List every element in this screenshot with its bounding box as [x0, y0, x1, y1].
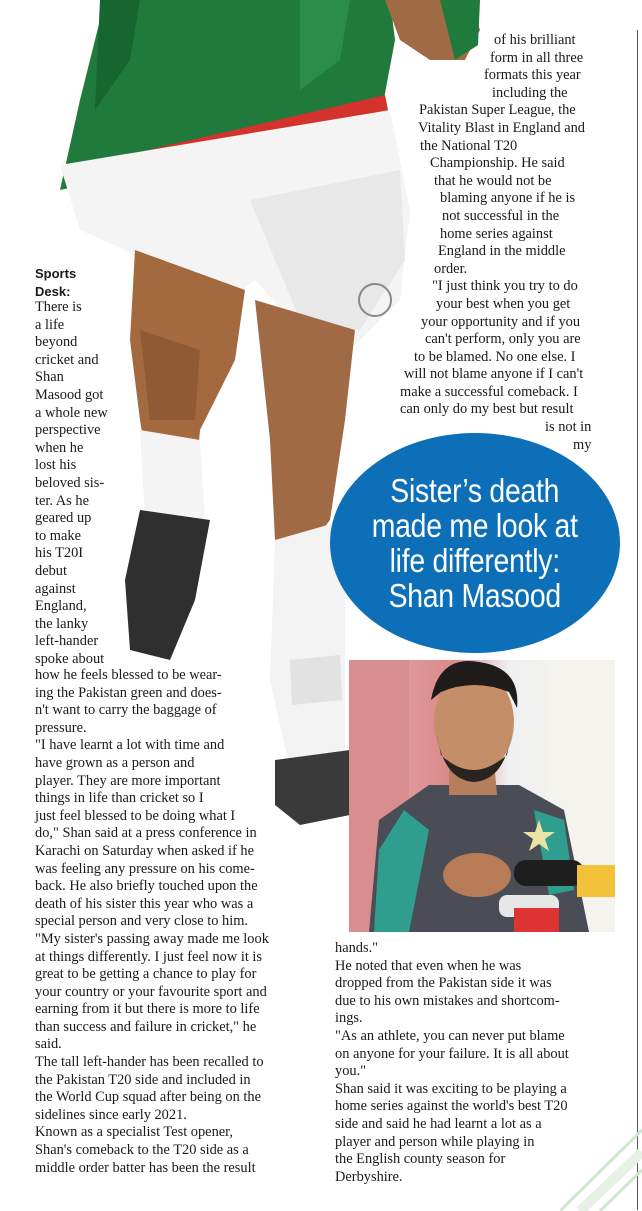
text-line: to make — [35, 527, 81, 544]
text-line: not successful in the — [442, 207, 560, 224]
headline-bubble — [330, 433, 620, 653]
text-line: Vitality Blast in England and — [418, 119, 586, 136]
text-line: do," Shan said at a press conference in — [35, 825, 257, 842]
text-line: ings. — [335, 1010, 363, 1027]
text-line: blaming anyone if he is — [440, 190, 576, 207]
text-line: "My sister's passing away made me look — [35, 930, 269, 947]
article-column-left-bottom — [35, 667, 269, 1177]
text-line: Masood got — [35, 386, 104, 403]
text-line: debut — [35, 562, 67, 579]
text-line: is not in — [545, 419, 592, 436]
text-line: the Pakistan T20 side and included in — [35, 1071, 251, 1088]
text-line: Karachi on Saturday when asked if he — [35, 842, 254, 859]
text-line: pressure. — [35, 719, 87, 736]
text-line: including the — [492, 84, 568, 101]
article-column-right-top — [0, 32, 591, 454]
text-line: There is — [35, 299, 82, 315]
text-line: player. They are more important — [35, 772, 221, 789]
text-line: special person and very close to him. — [35, 913, 248, 930]
text-line: left-hander — [35, 633, 99, 650]
text-line: form in all three — [490, 49, 584, 66]
text-line: just feel blessed to be doing what I — [35, 807, 236, 824]
text-line: beloved sis- — [35, 474, 105, 491]
text-line: geared up — [35, 510, 92, 527]
text-line: of his brilliant — [494, 32, 576, 48]
text-line: England, — [35, 598, 87, 615]
text-line: The tall left-hander has been recalled to — [35, 1054, 264, 1071]
headline-line-4: Shan Masood — [388, 577, 562, 614]
text-line: a life — [35, 316, 65, 333]
decorative-corner-lines — [560, 1100, 642, 1211]
text-line: England in the middle — [438, 243, 566, 260]
text-line: home series against the world's best T20 — [335, 1098, 568, 1115]
text-line: n't want to carry the baggage of — [35, 702, 217, 719]
text-line: Shan's comeback to the T20 side as a — [35, 1142, 249, 1159]
text-line: Championship. He said — [430, 155, 565, 172]
text-line: have grown as a person and — [35, 754, 195, 771]
text-line: lost his — [35, 457, 77, 474]
text-line: "As an athlete, you can never put blame — [335, 1027, 565, 1044]
text-line: the World Cup squad after being on the — [35, 1089, 261, 1106]
text-line: due to his own mistakes and shortcom- — [335, 992, 560, 1009]
portrait-drawing — [349, 660, 615, 932]
text-line: home series against — [440, 225, 553, 242]
text-line: the lanky — [35, 615, 89, 632]
text-line: will not blame anyone if I can't — [404, 366, 584, 383]
headline-line-1: Sister’s death — [390, 472, 560, 509]
text-line: spoke about — [35, 650, 105, 667]
text-line: ing the Pakistan green and does- — [35, 684, 222, 701]
text-line: great to be getting a chance to play for — [35, 966, 257, 983]
text-line: when he — [35, 439, 84, 456]
text-line: against — [35, 580, 76, 597]
text-line: on anyone for your failure. It is all about — [335, 1045, 569, 1062]
text-line: can only do my best but result — [400, 401, 574, 418]
text-line: at things differently. I just feel now it is — [35, 948, 263, 965]
text-line: said. — [35, 1036, 62, 1053]
text-line: formats this year — [484, 67, 581, 84]
text-line: Shan said it was exciting to be playing a — [335, 1080, 567, 1097]
text-line: your opportunity and if you — [421, 313, 581, 330]
text-line: to be blamed. No one else. I — [414, 348, 576, 365]
text-line: order. — [434, 260, 468, 277]
text-line: perspective — [35, 422, 101, 439]
text-line: ter. As he — [35, 492, 89, 509]
text-line: Pakistan Super League, the — [419, 102, 576, 119]
text-line: death of his sister this year who was a — [35, 895, 254, 912]
text-line: player and person while playing in — [335, 1133, 535, 1150]
text-line: back. He also briefly touched upon the — [35, 878, 258, 895]
text-line: than success and failure in cricket," he — [35, 1018, 257, 1035]
text-line: Known as a specialist Test opener, — [35, 1124, 233, 1141]
text-line: you." — [335, 1063, 367, 1080]
text-line: beyond — [35, 334, 78, 351]
text-line: things in life than cricket so I — [35, 790, 204, 807]
text-line: how he feels blessed to be wear- — [35, 667, 222, 683]
text-line: was feeling any pressure on his come- — [35, 860, 255, 877]
text-line: "I have learnt a lot with time and — [35, 737, 225, 754]
text-line: middle order batter has been the result — [35, 1159, 256, 1176]
text-line: can't perform, only you are — [425, 331, 581, 348]
text-line: make a successful comeback. I — [400, 383, 578, 400]
headline-line-2: made me look at — [372, 507, 578, 544]
text-line: my — [573, 436, 592, 453]
text-line: sidelines since early 2021. — [35, 1106, 187, 1123]
text-line: earning from it but there is more to life — [35, 1001, 260, 1018]
text-line: his T20I — [35, 545, 84, 562]
byline-line-2: Desk: — [35, 283, 71, 299]
text-line: the National T20 — [420, 137, 518, 154]
headline — [372, 473, 578, 613]
text-line: "I just think you try to do — [432, 278, 578, 295]
column-rule — [637, 30, 638, 1210]
headline-line-3: life differently: — [389, 542, 561, 579]
text-line: dropped from the Pakistan side it was — [335, 975, 552, 992]
text-line: He noted that even when he was — [335, 957, 522, 974]
article-column-right-bottom — [335, 940, 569, 1186]
text-line: that he would not be — [434, 172, 552, 189]
text-line: a whole new — [35, 404, 108, 421]
text-line: hands." — [335, 940, 379, 956]
text-line: cricket and — [35, 351, 99, 368]
text-line: your best when you get — [436, 295, 571, 312]
text-line: the English county season for — [335, 1151, 506, 1168]
shan-masood-press-conference-photo — [349, 660, 615, 932]
text-line: Shan — [35, 369, 64, 386]
byline-line-1: Sports — [35, 266, 77, 281]
text-line: Derbyshire. — [335, 1168, 403, 1185]
text-line: side and said he had learnt a lot as a — [335, 1115, 542, 1132]
text-line: your country or your favourite sport and — [35, 983, 267, 1000]
